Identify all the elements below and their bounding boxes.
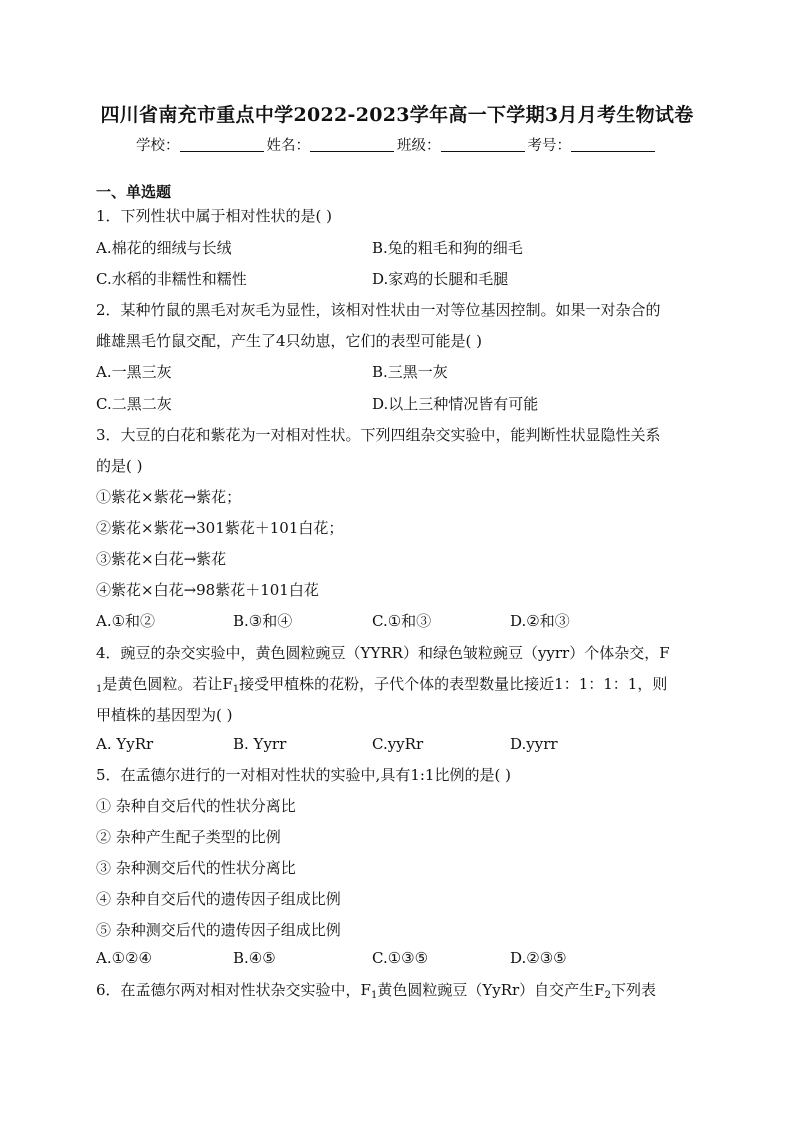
- name-label: 姓名：: [266, 138, 310, 154]
- q4-option-a: A. YyRr: [96, 735, 154, 753]
- q3-item-2: ②紫花×紫花→301紫花＋101白花；: [96, 519, 344, 537]
- q4-option-d: D.yyrr: [510, 735, 558, 753]
- f2-subscript: 2: [604, 990, 611, 1001]
- q4-option-c: C.yyRr: [372, 735, 424, 753]
- q3-stem-line1: 3．大豆的白花和紫花为一对相对性状。下列四组杂交实验中，能判断性状显隐性关系: [96, 426, 661, 444]
- name-blank[interactable]: [310, 137, 394, 152]
- q5-option-a: A.①②④: [96, 949, 152, 967]
- q3-item-3: ③紫花×白花→紫花: [96, 550, 227, 568]
- section-heading: 一、单选题: [96, 183, 172, 201]
- q5-item-3: ③ 杂种测交后代的性状分离比: [96, 859, 296, 877]
- q4-option-b: B. Yyrr: [233, 735, 287, 753]
- class-label: 班级：: [397, 138, 441, 154]
- q3-stem-line2: 的是( ): [96, 457, 143, 475]
- q2-option-b: B.三黑一灰: [372, 363, 448, 381]
- q2-option-c: C.二黑二灰: [96, 395, 172, 413]
- q5-item-1: ① 杂种自交后代的性状分离比: [96, 797, 296, 815]
- q4-stem-line2: $_1$是黄色圆粒。若让$F_1$接受甲植株的花粉，子代个体的表型数量比接近1：1：1：1，则: [96, 675, 668, 695]
- q5-option-d: D.②③⑤: [510, 949, 567, 967]
- q5-item-2: ② 杂种产生配子类型的比例: [96, 828, 281, 846]
- q5-option-c: C.①③⑤: [372, 949, 429, 967]
- q3-option-b: B.③和④: [233, 612, 293, 630]
- q1-option-d: D.家鸡的长腿和毛腿: [372, 270, 509, 288]
- page-title: 四川省南充市重点中学2022-2023学年高一下学期3月月考生物试卷: [100, 104, 694, 126]
- q6-stem: 6．在孟德尔两对相对性状杂交实验中，$F_1$黄色圆粒豌豆（YyRr）自交产生$F_2$下列表: [96, 981, 656, 1001]
- q2-option-a: A.一黑三灰: [96, 363, 172, 381]
- q1-option-b: B.兔的粗毛和狗的细毛: [372, 239, 523, 257]
- q1-option-c: C.水稻的非糯性和糯性: [96, 270, 247, 288]
- q3-option-a: A.①和②: [96, 612, 156, 630]
- q2-option-d: D.以上三种情况皆有可能: [372, 395, 539, 413]
- q5-item-5: ⑤ 杂种测交后代的遗传因子组成比例: [96, 921, 341, 939]
- q1-option-a: A.棉花的细绒与长绒: [96, 239, 232, 257]
- class-blank[interactable]: [441, 137, 525, 152]
- f1-subscript: 1: [370, 990, 378, 1001]
- f1-subscript: 1: [232, 684, 240, 695]
- q5-stem: 5．在孟德尔进行的一对相对性状的实验中,具有1:1比例的是( ): [96, 766, 511, 784]
- q3-option-d: D.②和③: [510, 612, 570, 630]
- number-blank[interactable]: [571, 137, 655, 152]
- q5-item-4: ④ 杂种自交后代的遗传因子组成比例: [96, 890, 341, 908]
- school-label: 学校：: [136, 138, 180, 154]
- q1-stem: 1．下列性状中属于相对性状的是( ): [96, 207, 333, 225]
- q2-stem-line1: 2．某种竹鼠的黑毛对灰毛为显性，该相对性状由一对等位基因控制。如果一对杂合的: [96, 301, 661, 319]
- q2-stem-line2: 雌雄黑毛竹鼠交配，产生了4只幼崽，它们的表型可能是( ): [96, 332, 483, 350]
- student-info-line: [0, 134, 794, 155]
- f1-subscript: 1: [96, 684, 103, 695]
- q3-option-c: C.①和③: [372, 612, 432, 630]
- q4-stem-line3: 甲植株的基因型为( ): [96, 706, 233, 724]
- school-blank[interactable]: [180, 137, 264, 152]
- q3-item-4: ④紫花×白花→98紫花＋101白花: [96, 581, 319, 599]
- q5-option-b: B.④⑤: [233, 949, 276, 967]
- number-label: 考号：: [527, 138, 571, 154]
- q3-item-1: ①紫花×紫花→紫花；: [96, 488, 242, 506]
- q4-stem-line1: 4．豌豆的杂交实验中，黄色圆粒豌豆（YYRR）和绿色皱粒豌豆（yyrr）个体杂交，F: [96, 644, 670, 662]
